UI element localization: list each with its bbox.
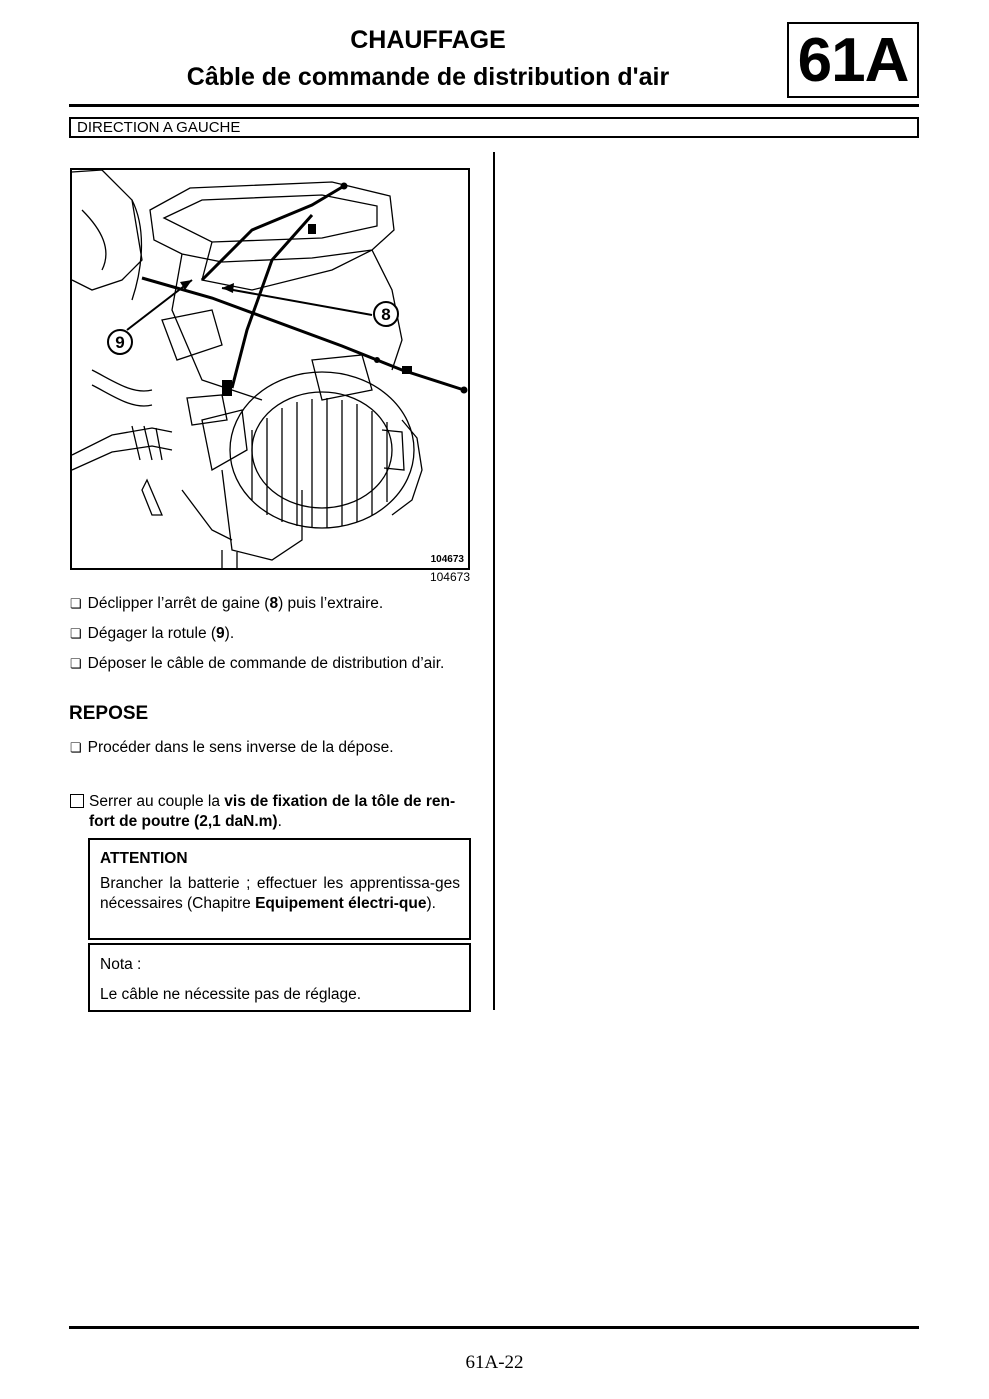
figure-inner-ref: 104673: [430, 554, 464, 565]
step-item: ❏ Déposer le câble de commande de distribution d’air.: [70, 655, 445, 672]
attention-text: Brancher la batterie ; effectuer les apprentissa-ges nécessaires (Chapitre Equipement électri-que).: [100, 875, 460, 912]
svg-text:9: 9: [115, 333, 125, 352]
note-box: [88, 943, 471, 1012]
svg-text:8: 8: [381, 305, 391, 324]
column-divider: [493, 152, 495, 1010]
attention-box: [88, 838, 471, 940]
page-number: 61A-22: [465, 1352, 524, 1373]
callout-8: [374, 302, 398, 326]
checkbox-icon: ❏: [70, 740, 82, 755]
figure-caption: 104673: [429, 570, 470, 584]
note-text: Le câble ne nécessite pas de réglage.: [100, 986, 362, 1003]
checkbox-icon: ❏: [70, 596, 82, 611]
square-checkbox-icon: [70, 794, 84, 808]
variant-label: DIRECTION A GAUCHE: [69, 117, 919, 138]
section-code-badge: 61A: [787, 22, 919, 98]
section-heading-repose: REPOSE: [69, 703, 149, 724]
checkbox-icon: ❏: [70, 656, 82, 671]
checkbox-icon: ❏: [70, 626, 82, 641]
footer-rule: [69, 1326, 919, 1329]
page-title: CHAUFFAGE: [350, 26, 506, 54]
callout-9: [108, 330, 132, 354]
torque-instruction: Serrer au couple la vis de fixation de la tôle de ren- fort de poutre (2,1 daN.m).: [70, 792, 474, 832]
step-item: ❏ Déclipper l’arrêt de gaine (8) puis l’extraire.: [70, 595, 384, 612]
header-rule: [69, 104, 919, 107]
attention-title: ATTENTION: [100, 850, 188, 867]
technical-illustration: [70, 168, 470, 570]
step-item: ❏ Dégager la rotule (9).: [70, 625, 235, 642]
page-subtitle: Câble de commande de distribution d'air: [186, 63, 670, 91]
note-label: Nota :: [100, 956, 142, 973]
heater-unit-drawing: [72, 170, 468, 568]
step-item: ❏ Procéder dans le sens inverse de la dépose.: [70, 739, 394, 756]
